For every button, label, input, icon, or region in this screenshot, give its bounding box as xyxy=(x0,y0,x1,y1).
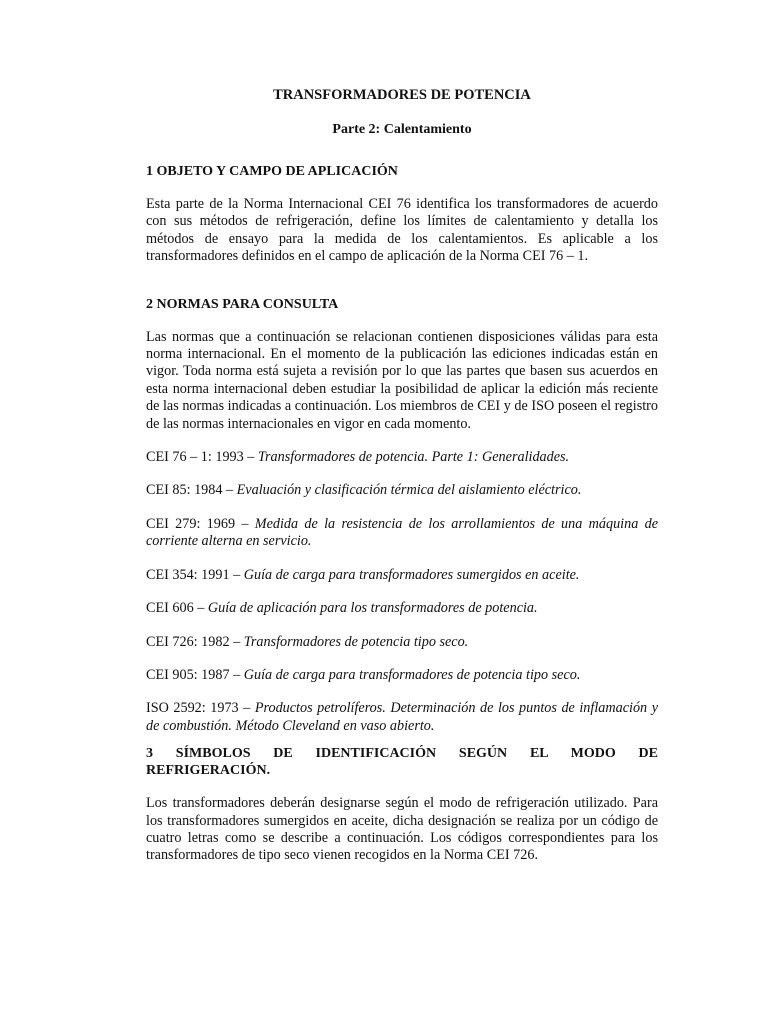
reference-title: Evaluación y clasificación térmica del aislamiento eléctrico. xyxy=(236,482,582,499)
reference-code: CEI 354: 1991 – xyxy=(146,566,244,583)
reference-code: CEI 279: 1969 – xyxy=(146,515,255,532)
reference-item xyxy=(146,567,658,584)
reference-code: CEI 76 – 1: 1993 – xyxy=(146,449,258,466)
reference-item xyxy=(146,634,658,651)
reference-code: CEI 726: 1982 – xyxy=(146,633,244,650)
section-3-paragraph: Los transformadores deberán designarse según el modo de refrigeración utilizado. Para los transformadores sumergidos en aceite, dicha designación se realiza por un código de cuatro letras como se describe a continuación. Los códigos correspondientes para los transformadores de tipo seco vienen recogidos en la Norma CEI 726. xyxy=(146,795,658,864)
reference-title: Medida de la resistencia de los arrollamientos de una máquina de corriente alterna en servicio. xyxy=(146,515,658,550)
reference-item xyxy=(146,667,658,684)
section-2-paragraph: Las normas que a continuación se relacionan contienen disposiciones válidas para esta norma internacional. En el momento de la publicación las ediciones indicadas están en vigor. Toda norma está sujeta a revisión por lo que las partes que basen sus acuerdos en esta norma internacional deben estudiar la posibilidad de aplicar la edición más reciente de las normas indicadas a continuación. Los miembros de CEI y de ISO poseen el registro de las normas internacionales en vigor en cada momento. xyxy=(146,328,658,432)
reference-item xyxy=(146,449,658,466)
section-1-heading: 1 OBJETO Y CAMPO DE APLICACIÓN xyxy=(146,164,398,179)
reference-item xyxy=(146,482,658,499)
section-1-paragraph: Esta parte de la Norma Internacional CEI 76 identifica los transformadores de acuerdo con sus métodos de refrigeración, define los límites de calentamiento y detalla los métodos de ensayo para la medida de los calentamientos. Es aplicable a los transformadores definidos en el campo de aplicación de la Norma CEI 76 – 1. xyxy=(146,196,658,265)
reference-code: ISO 2592: 1973 – xyxy=(146,700,255,717)
reference-code: CEI 606 – xyxy=(146,600,208,617)
reference-title: Transformadores de potencia. Parte 1: Generalidades. xyxy=(257,449,570,466)
reference-item xyxy=(146,700,658,735)
reference-item xyxy=(146,516,658,551)
reference-title: Guía de carga para transformadores sumergidos en aceite. xyxy=(243,566,580,583)
document-page xyxy=(146,86,658,865)
document-title: TRANSFORMADORES DE POTENCIA xyxy=(273,87,531,103)
reference-title: Productos petrolíferos. Determinación de los puntos de inflamación y de combustión. Método Cleveland en vaso abierto. xyxy=(146,700,658,734)
reference-code: CEI 85: 1984 – xyxy=(146,482,237,499)
section-3-heading-line-2: REFRIGERACIÓN. xyxy=(146,763,271,779)
reference-title: Guía de aplicación para los transformadores de potencia. xyxy=(207,600,538,617)
document-subtitle: Parte 2: Calentamiento xyxy=(332,122,472,137)
section-2-heading: 2 NORMAS PARA CONSULTA xyxy=(146,296,339,312)
reference-item xyxy=(146,600,658,617)
reference-title: Guía de carga para transformadores de potencia tipo seco. xyxy=(243,666,581,683)
reference-title: Transformadores de potencia tipo seco. xyxy=(243,633,469,650)
section-3-heading-line-1: 3 SÍMBOLOS DE IDENTIFICACIÓN SEGÚN EL MODO DE xyxy=(146,746,658,762)
reference-code: CEI 905: 1987 – xyxy=(146,666,244,683)
section-3-heading xyxy=(146,745,658,779)
